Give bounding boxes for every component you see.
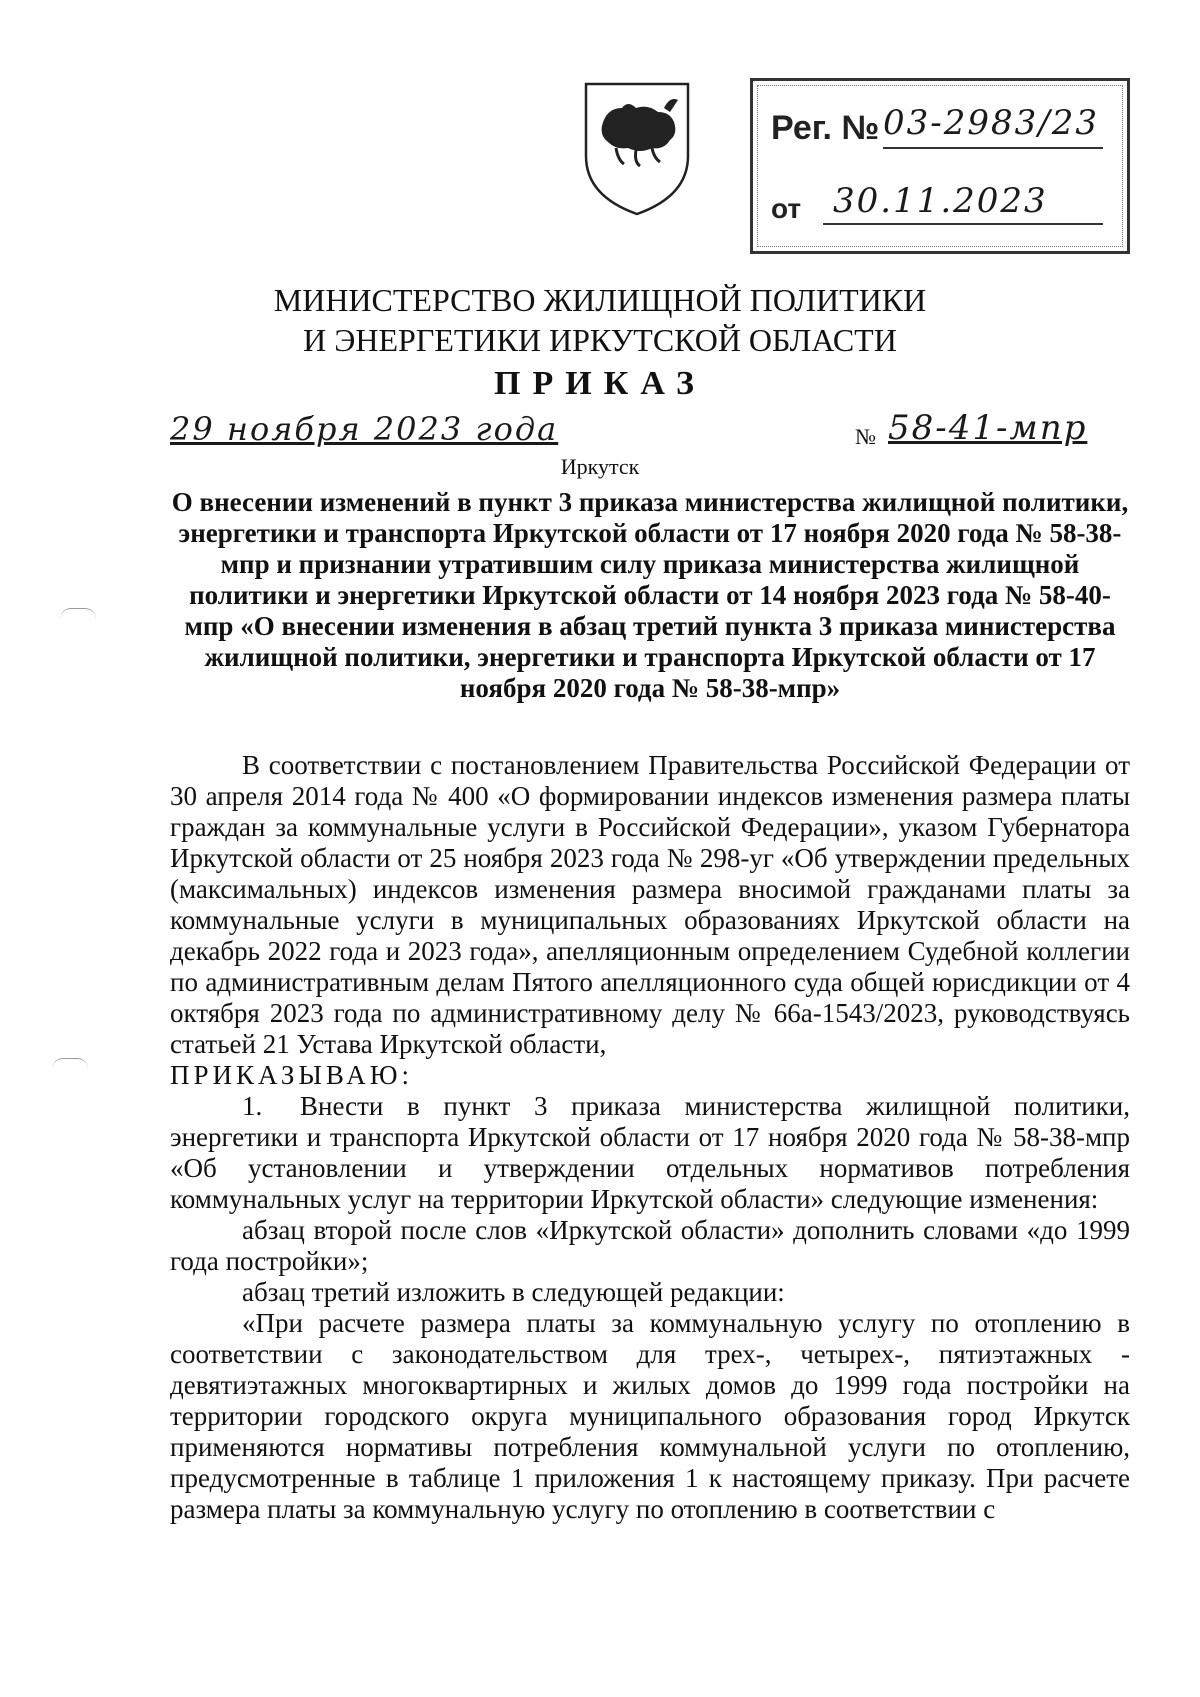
scan-margin-mark — [60, 608, 96, 619]
paragraph-second-amendment: абзац второй после слов «Иркутской области» дополнить словами «до 1999 года постройки»; — [170, 1215, 1130, 1276]
reg-number-underline — [883, 147, 1103, 149]
order-body — [170, 750, 1130, 1525]
reg-number-value: 03-2983/23 — [883, 103, 1099, 143]
item-1-text: Внести в пункт 3 приказа министерства жилищной политики, энергетики и транспорта Иркутской области от 17 ноября 2020 года № 58-38-мпр «Об установлении и утверждении отдельных нормативов потребления коммунальных услуг на территории Иркутской области» следующие изменения: — [170, 1091, 1130, 1214]
registration-stamp — [750, 78, 1130, 254]
order-date: 29 ноября 2023 года — [170, 410, 559, 448]
preamble-paragraph: В соответствии с постановлением Правительства Российской Федерации от 30 апреля 2014 года № 400 «О формировании индексов изменения размера платы граждан за коммунальные услуги в Российской Федерации», указом Губернатора Иркутской области от 25 ноября 2023 года № 298-уг «Об утверждении предельных (максимальных) индексов изменения размера вносимой гражданами платы за коммунальные услуги в муниципальных образованиях Иркутской области на декабрь 2022 года и 2023 года», апелляционным определением Судебной коллегии по административным делам Пятого апелляционного суда общей юрисдикции от 4 октября 2023 года по административному делу № 66а-1543/2023, руководствуясь статьей 21 Устава Иркутской области, — [170, 750, 1130, 1059]
coat-of-arms-emblem — [578, 78, 696, 218]
order-number: 58-41-мпр — [888, 408, 1088, 448]
ministry-name-line1: МИНИСТЕРСТВО ЖИЛИЩНОЙ ПОЛИТИКИ — [273, 282, 927, 318]
scan-margin-mark — [52, 1058, 88, 1069]
document-type-title: ПРИКАЗ — [494, 365, 706, 402]
item-1-number: 1. — [242, 1091, 263, 1121]
order-directive-word: ПРИКАЗЫВАЮ: — [170, 1060, 413, 1090]
paragraph-new-wording: «При расчете размера платы за коммунальную услугу по отоплению в соответствии с законодательством для трех-, четырех-, пятиэтажных - девятиэтажных многоквартирных и жилых домов до 1999 года постройки на территории городского округа муниципального образования город Иркутск применяются нормативы потребления коммунальной услуги по отоплению, предусмотренные в таблице 1 приложения 1 к настоящему приказу. При расчете размера платы за коммунальную услугу по отоплению в соответствии с — [170, 1308, 1130, 1524]
order-subject-heading: О внесении изменений в пункт 3 приказа министерства жилищной политики, энергетики и транспорта Иркутской области от 17 ноября 2020 года № 58-38-мпр и признании утратившим силу приказа министерства жилищной политики и энергетики Иркутской области от 14 ноября 2023 года № 58-40-мпр «О внесении изменения в абзац третий пункта 3 приказа министерства жилищной политики, энергетики и транспорта Иркутской области от 17 ноября 2020 года № 58-38-мпр» — [171, 487, 1129, 703]
paragraph-third-amendment: абзац третий изложить в следующей редакции: — [242, 1277, 785, 1307]
order-number-label: № — [855, 424, 876, 449]
ministry-name — [0, 280, 1200, 360]
reg-date-underline — [823, 223, 1103, 225]
ministry-name-line2: И ЭНЕРГЕТИКИ ИРКУТСКОЙ ОБЛАСТИ — [303, 322, 897, 358]
city-name: Иркутск — [560, 454, 640, 479]
item-1-paragraph — [170, 1091, 1130, 1215]
reg-number-label: Рег. № — [771, 109, 880, 147]
reg-date-label: от — [771, 193, 802, 224]
reg-date-value: 30.11.2023 — [833, 181, 1048, 221]
